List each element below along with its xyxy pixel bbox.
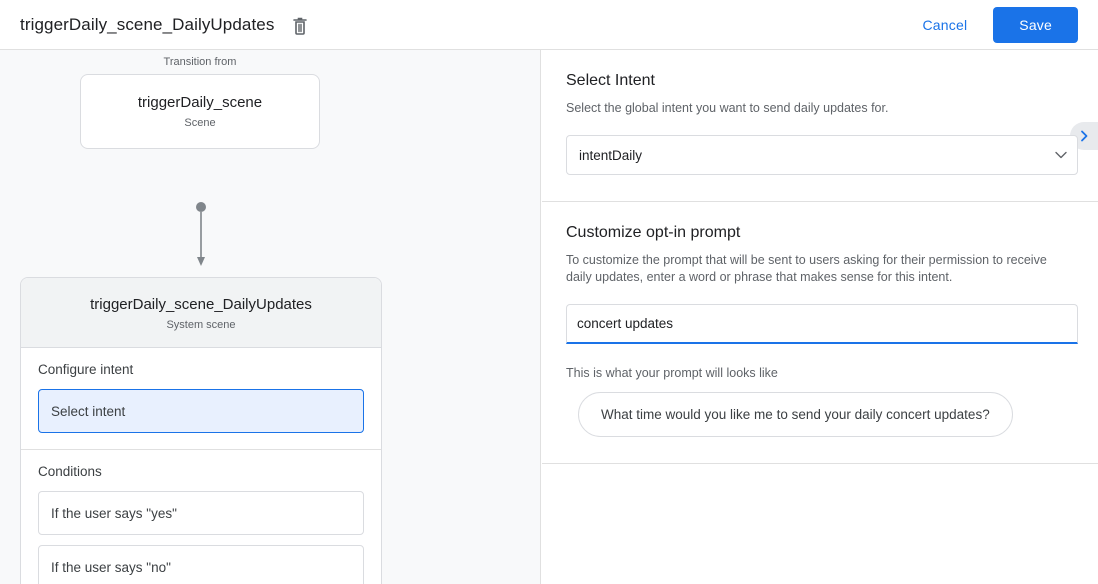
transition-from-label: Transition from (163, 56, 237, 68)
select-intent-description: Select the global intent you want to send daily updates for. (566, 101, 889, 115)
intent-select[interactable] (566, 135, 1078, 175)
select-intent-chip[interactable]: Select intent (38, 389, 364, 433)
connector-arrow-icon (194, 200, 208, 270)
optin-description: To customize the prompt that will be sent to users asking for their permission to receive daily updates, enter a word or phrase that makes sense for this intent. (566, 253, 1047, 284)
condition-item[interactable]: If the user says "no" (38, 545, 364, 584)
select-intent-section (542, 50, 1098, 202)
node-transition-from[interactable] (80, 74, 320, 149)
node-transition-to (20, 277, 382, 584)
node-to-title: triggerDaily_scene_DailyUpdates (90, 296, 312, 313)
save-button[interactable]: Save (993, 7, 1078, 43)
optin-prompt-section (542, 202, 1098, 464)
transition-graph-panel (0, 50, 541, 584)
configure-intent-section (21, 348, 381, 449)
intent-select-value: intentDaily (579, 147, 643, 163)
conditions-section (21, 449, 381, 584)
optin-phrase-input[interactable] (566, 304, 1078, 344)
node-from-title: triggerDaily_scene (137, 94, 263, 111)
page-title: triggerDaily_scene_DailyUpdates (20, 14, 275, 34)
node-from-subtitle: Scene (184, 117, 216, 129)
condition-item[interactable]: If the user says "yes" (38, 491, 364, 535)
optin-heading: Customize opt-in prompt (566, 224, 741, 241)
conditions-title: Conditions (38, 464, 102, 479)
configure-intent-title: Configure intent (38, 362, 134, 377)
trash-icon[interactable] (288, 13, 312, 37)
chevron-down-icon (1055, 151, 1067, 159)
preview-label: This is what your prompt will looks like (566, 366, 778, 380)
node-to-subtitle: System scene (166, 319, 236, 331)
cancel-button[interactable]: Cancel (909, 9, 982, 41)
node-to-header[interactable] (21, 278, 381, 348)
prompt-preview-bubble: What time would you like me to send your daily concert updates? (578, 392, 1013, 437)
details-panel (542, 50, 1098, 584)
top-bar (0, 0, 1098, 50)
select-intent-heading: Select Intent (566, 72, 655, 89)
top-bar-actions (909, 7, 1098, 43)
